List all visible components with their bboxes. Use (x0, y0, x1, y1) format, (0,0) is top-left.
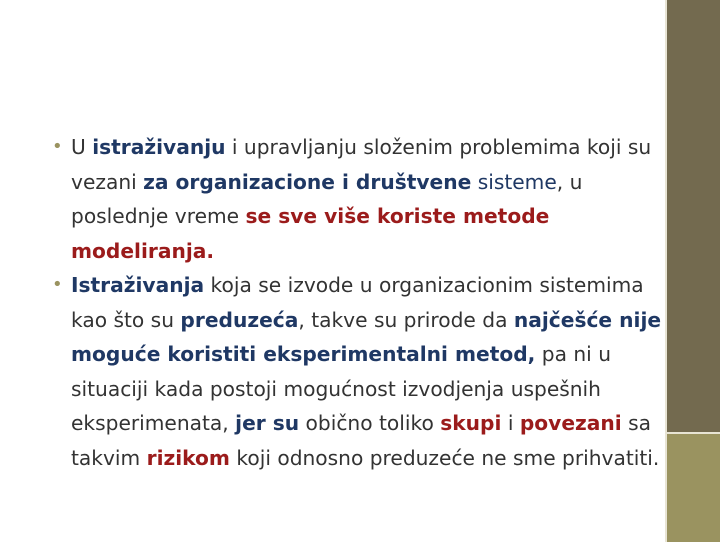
emphasis-segment: istraživanju (92, 135, 226, 159)
emphasis-segment: rizikom (146, 445, 230, 470)
bullet-dot-icon: • (52, 136, 63, 157)
bullet-item-1 (52, 130, 662, 268)
sidebar-top-panel (665, 0, 720, 432)
emphasis-segment: skupi (440, 411, 502, 435)
emphasis-segment: preduzeća (180, 307, 299, 332)
emphasis-segment: za organizacione i društvene (143, 169, 472, 194)
bullet-dot-icon: • (52, 274, 63, 295)
text-segment: U (71, 135, 93, 159)
text-segment: , u poslednje vreme (71, 169, 583, 228)
sidebar-bottom-panel (665, 432, 720, 542)
emphasis-segment: Istraživanja (71, 273, 205, 297)
text-segment: pa ni u situaciji kada postoji mogućnost izvodjenja uspešnih eksperimenata, (71, 342, 611, 435)
text-segment: koji odnosno preduzeće ne sme prihvatiti. (229, 445, 660, 470)
text-segment: i upravljanju složenim problemima koji su vezani (71, 135, 652, 194)
text-segment: koja se izvode u organizacionim sistemima kao što su (71, 273, 644, 332)
emphasis-segment: sisteme (477, 169, 557, 194)
bullet-item-2 (52, 268, 662, 475)
text-segment: obično toliko (299, 411, 441, 435)
emphasis-segment: jer su (235, 411, 300, 435)
emphasis-segment: najčešće nije moguće koristiti eksperimentalni metod, (71, 307, 662, 366)
text-segment: sa takvim (71, 411, 652, 470)
bullet-list (52, 130, 662, 475)
emphasis-segment: se sve više koriste metode modeliranja. (71, 204, 550, 263)
text-segment: i (501, 411, 520, 435)
decorative-sidebar (665, 0, 720, 540)
text-segment: , takve su prirode da (298, 307, 514, 332)
emphasis-segment: povezani (519, 411, 622, 435)
